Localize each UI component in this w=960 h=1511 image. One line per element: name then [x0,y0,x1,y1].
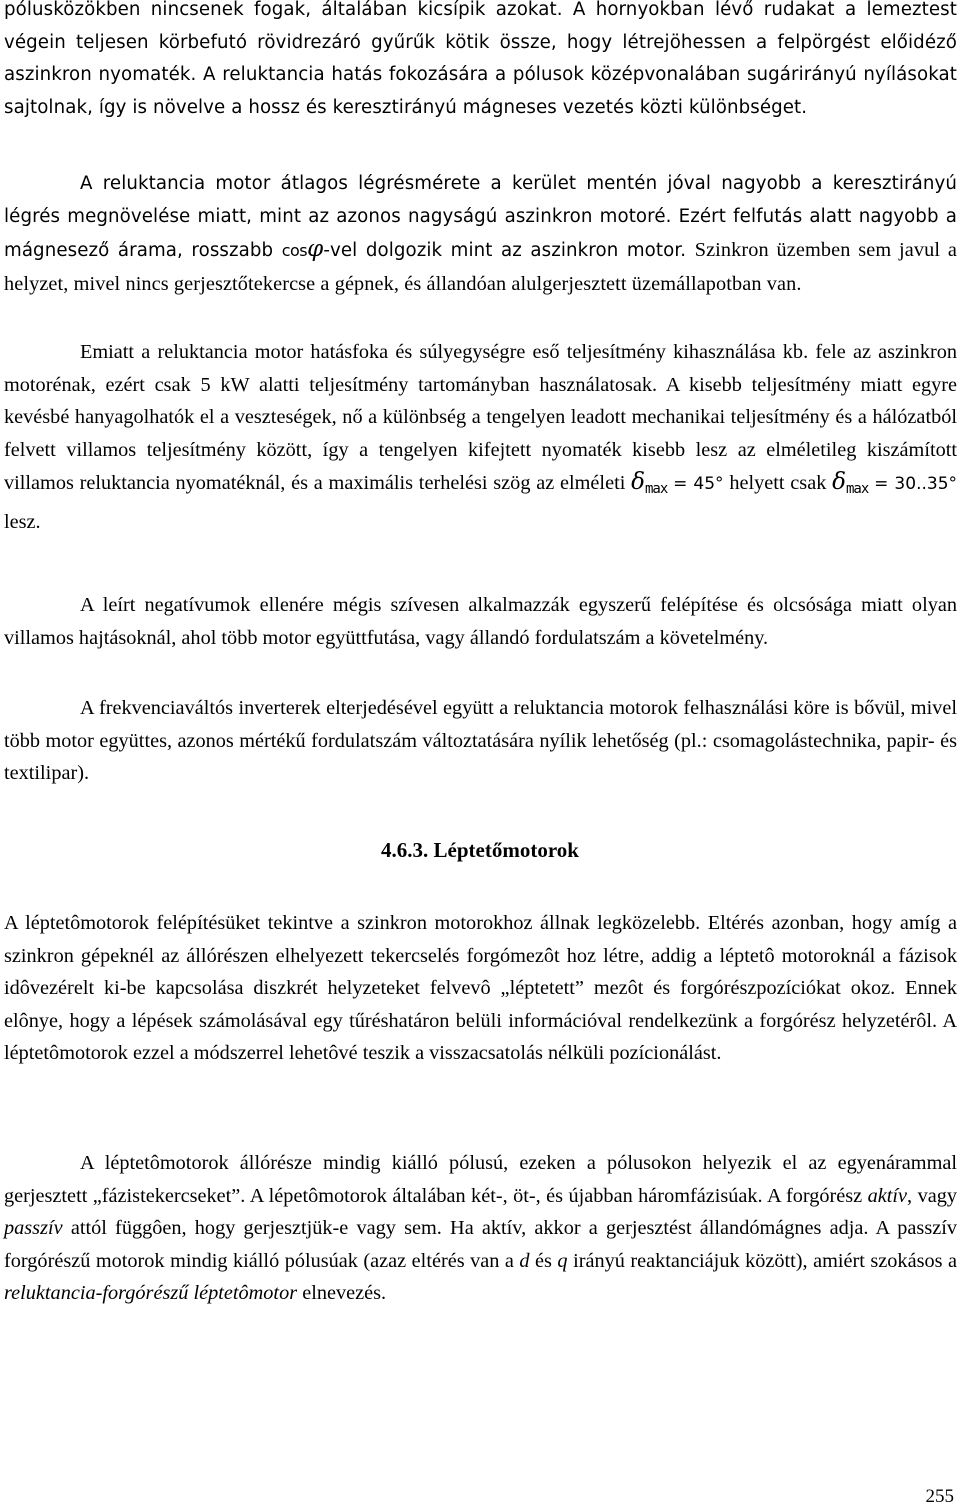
equation-value: = 30..35° [874,474,958,495]
equation-value: = 45° [673,474,724,495]
cos-symbol: cos [281,241,308,261]
max-subscript: max [846,481,869,498]
paragraph-applications: A leírt negatívumok ellenére mégis szívesen alkalmazzák egyszerű felépítése és olcsósága miatt olyan villamos hajtásoknál, ahol több motor együttfutása, vagy állandó fordulatszám a követelmény. [4,594,957,649]
text-span: pólusközökben nincsenek fogak, általában kicsípik azokat. A hornyokban lévő rudakat a lemeztest végein teljesen körbefutó rövidrezáró gyűrűk kötik össze, hogy létrejöhessen a felpörgést előidéző aszinkron nyomaték. [4,0,957,86]
paragraph-efficiency [4,336,957,539]
paragraph-stepper-stator [4,1147,957,1310]
text-span: elnevezés. [302,1282,387,1305]
term-active: aktív [867,1184,908,1207]
text-span: A léptetômotorok állórésze mindig kiálló pólusú, ezeken a pólusokon helyezik el az egyenárammal gerjesztett „fázistekercseket”. A lépetômotorok általában két-, öt-, és újabban háromfázisúak. A forgórész [4,1152,957,1207]
text-span: lesz. [4,510,41,533]
text-span: , vagy [907,1184,957,1207]
text-span: -vel dolgozik mint az aszinkron motor. [323,240,687,262]
term-reluctance-stepper: reluktancia-forgórészű léptetômotor [4,1282,298,1305]
paragraph-stepper-intro: A léptetômotorok felépítésüket tekintve a szinkron motorokhoz állnak legközelebb. Eltérés azonban, hogy amíg a szinkron gépeknél az állórészen elhelyezett tekercselés forgómezôt hoz létre, addig a léptetô motoroknál a fázisok idôvezérelt ki-be kapcsolása diszkrét helyzeteket felvevô „léptetett” mezôt és forgórészpozíciókat okoz. Ennek elônye, hogy a lépések számolásával egy tűréshatáron belüli információval rendelkezünk a forgórész helyzetérôl. A léptetômotorok ezzel a módszerrel lehetôvé teszik a visszacsatolás nélküli pozícionálást. [4,912,957,1065]
text-span: irányú reaktanciájuk között), amiért szokásos a [573,1249,957,1272]
text-span: Szinkron üzemben sem javul a helyzet, mivel nincs gerjesztőtekercse a gépnek, és állandóan alulgerjesztett üzemállapotban van. [4,239,957,295]
text-span: attól függôen, hogy gerjesztjük-e vagy sem. Ha aktív, akkor a gerjesztést állandómágnes adja. A passzív forgórészű motorok mindig kiálló pólusúak (azaz eltérés van a [4,1217,957,1272]
delta-symbol: δ [832,469,846,496]
term-passive: passzív [4,1217,63,1240]
delta-symbol: δ [631,469,645,496]
axis-d: d [519,1249,530,1272]
text-span: A reluktancia motor átlagos légrésmérete a kerület mentén jóval nagyobb a keresztirányú légrés megnövelése miatt, mint az azonos nagyságú aszinkron motoré. Ezért felfutás alatt nagyobb a mágnesező árama, rosszabb [4,173,957,262]
section-heading: 4.6.3. Léptetőmotorok [381,838,579,862]
page-number: 255 [925,1486,954,1507]
axis-q: q [557,1249,568,1272]
text-span: A reluktancia hatás fokozására a pólusok középvonalában sugárirányú nyílásokat sajtolnak, így is növelve a hossz és keresztirányú mágneses vezetés közti különbséget. [4,64,958,118]
text-span: helyett csak [729,472,827,495]
paragraph-airgap [4,168,957,301]
text-span: Emiatt a reluktancia motor hatásfoka és súlyegységre eső teljesítmény kihasználása kb. fele az aszinkron motorénak, ezért csak 5 kW alatti teljesítmény tartományban használatosak. A kisebb teljesítmény miatt egyre kevésbé hanyagolhatók el a veszteségek, nő a különbség a tengelyen leadott mechanikai teljesítmény és a hálózatból felvett villamos teljesítmény között, így a tengelyen kifejtett nyomaték kisebb lesz az elméletileg kiszámított villamos reluktancia nyomatéknál, és a maximális terhelési szög az elméleti [4,341,957,495]
max-subscript: max [644,481,668,498]
paragraph-inverters: A frekvenciaváltós inverterek elterjedésével együtt a reluktancia motorok felhasználási köre is bővül, mivel több motor együttes, azonos mértékű fordulatszám változtatására nyílik lehetőség (pl.: csomagolástechnika, papir- és textilipar). [4,697,957,785]
text-span: és [535,1249,552,1272]
phi-symbol: φ [307,236,324,263]
paragraph-rotor-construction [4,0,957,124]
